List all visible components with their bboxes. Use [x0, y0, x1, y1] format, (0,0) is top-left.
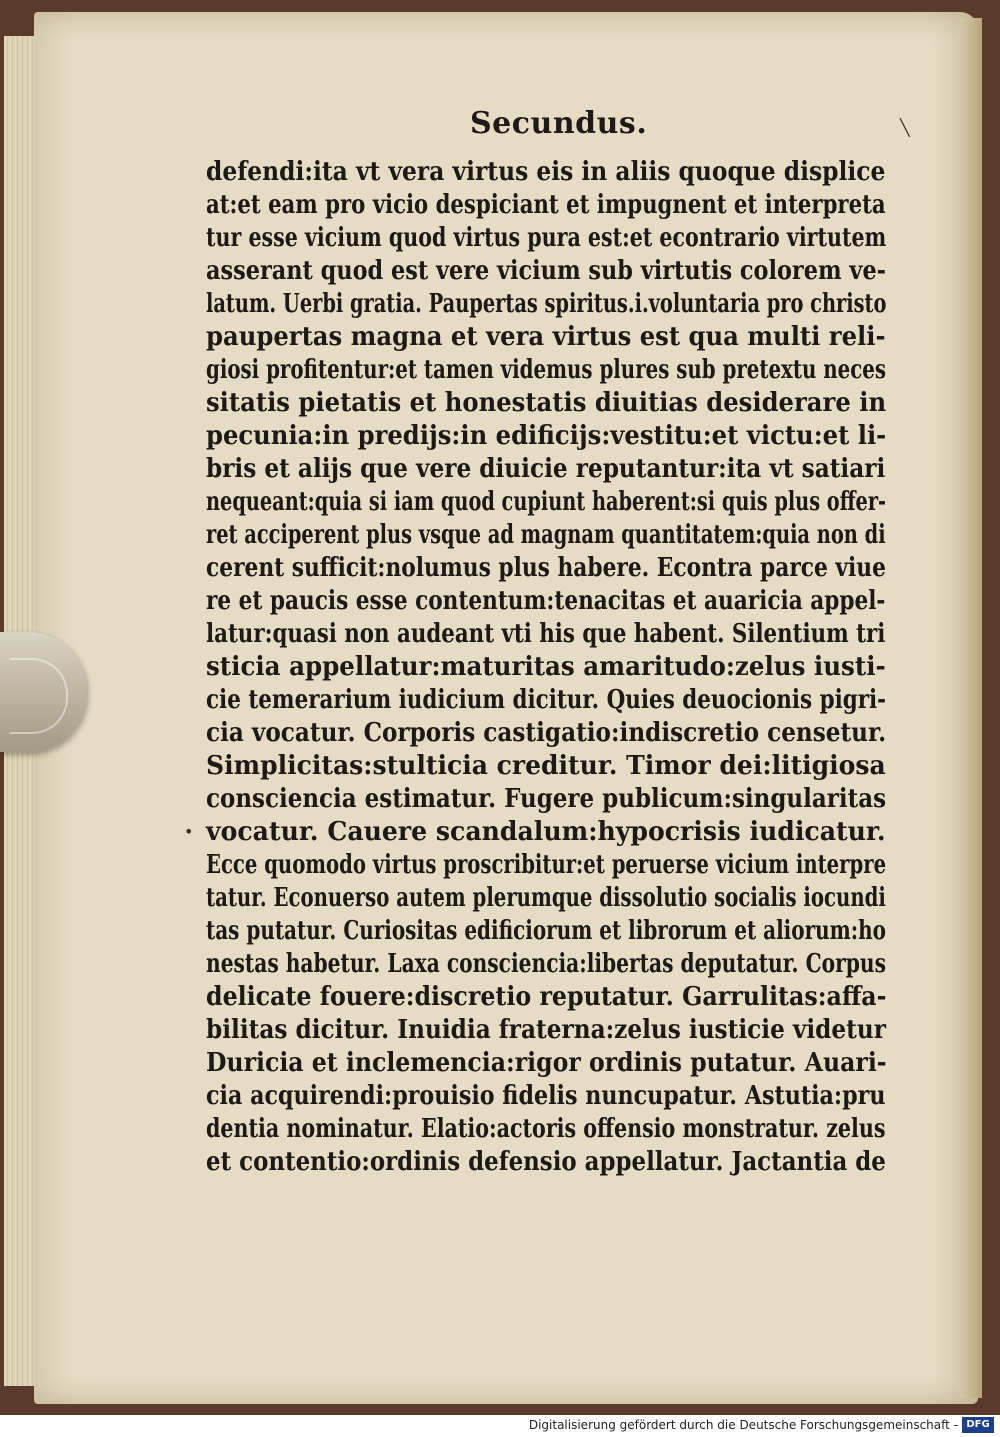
text-line: nequeant:quia si iam quod cupiunt haberent:si quis plus offer- [206, 487, 887, 517]
text-line: giosi profitentur:et tamen videmus plures sub pretextu neces [206, 355, 887, 385]
text-line: pecunia:in predijs:in edificijs:vestitu:et victu:et li- [206, 421, 887, 451]
funding-credit: Digitalisierung gefördert durch die Deutsche Forschungsgemeinschaft - [528, 1418, 958, 1432]
text-line: Ecce quomodo virtus proscribitur:et peruerse vicium interpre [206, 850, 887, 880]
text-line: tatur. Econuerso autem plerumque dissolutio socialis iocundi [206, 883, 886, 913]
text-line: et contentio:ordinis defensio appellatur. Jactantia de [206, 1147, 886, 1177]
text-line: Simplicitas:stulticia creditur. Timor dei:litigiosa [206, 751, 886, 781]
text-line: consciencia estimatur. Fugere publicum:singularitas [206, 784, 887, 814]
text-line: dentia nominatur. Elatio:actoris offensio monstratur. zelus [206, 1114, 886, 1144]
text-line: sticia appellatur:maturitas amaritudo:zelus iusti- [206, 652, 886, 682]
text-line: cia vocatur. Corporis castigatio:indiscretio censetur. [206, 718, 887, 748]
text-line: paupertas magna et vera virtus est qua multi reli- [206, 322, 886, 352]
text-line: cie temerarium iudicium dicitur. Quies deuocionis pigri- [206, 685, 887, 715]
text-line: bris et alijs que vere diuicie reputantur:ita vt satiari [206, 454, 886, 484]
body-text [206, 156, 886, 1179]
text-line: cerent sufficit:nolumus plus habere. Econtra parce viue [206, 553, 886, 583]
text-line: vocatur. Cauere scandalum:hypocrisis iudicatur. [206, 817, 886, 847]
text-line: asserant quod est vere vicium sub virtutis colorem ve- [206, 256, 886, 286]
text-line: tur esse vicium quod virtus pura est:et econtrario virtutem [206, 223, 887, 253]
text-line: delicate fouere:discretio reputatur. Garrulitas:affa- [206, 982, 887, 1012]
text-line: at:et eam pro vicio despiciant et impugnent et interpreta [206, 190, 886, 220]
text-line: ret acciperent plus vsque ad magnam quantitatem:quia non di [206, 520, 886, 550]
text-line: sitatis pietatis et honestatis diuitias desiderare in [206, 388, 887, 418]
footer-bar [0, 1415, 1000, 1437]
margin-mark: • [184, 822, 194, 841]
text-line: cia acquirendi:prouisio fidelis nuncupatur. Astutia:pru [206, 1081, 886, 1111]
text-line: latum. Uerbi gratia. Paupertas spiritus.i.voluntaria pro christo [206, 289, 887, 319]
text-line: Duricia et inclemencia:rigor ordinis putatur. Auari- [206, 1048, 887, 1078]
margin-mark: ╲ [900, 118, 910, 137]
text-line: tas putatur. Curiositas edificiorum et librorum et aliorum:ho [206, 916, 886, 946]
running-header: Secundus. [470, 106, 648, 141]
text-line: bilitas dicitur. Inuidia fraterna:zelus iusticie videtur [206, 1015, 886, 1045]
text-line: re et paucis esse contentum:tenacitas et auaricia appel- [206, 586, 886, 616]
page-gutter [960, 18, 982, 1398]
text-line: nestas habetur. Laxa consciencia:libertas deputatur. Corpus [206, 949, 886, 979]
text-line: defendi:ita vt vera virtus eis in aliis quoque displice [206, 157, 886, 187]
text-line: latur:quasi non audeant vti his que habent. Silentium tri [206, 619, 886, 649]
dfg-logo: DFG [962, 1417, 994, 1433]
